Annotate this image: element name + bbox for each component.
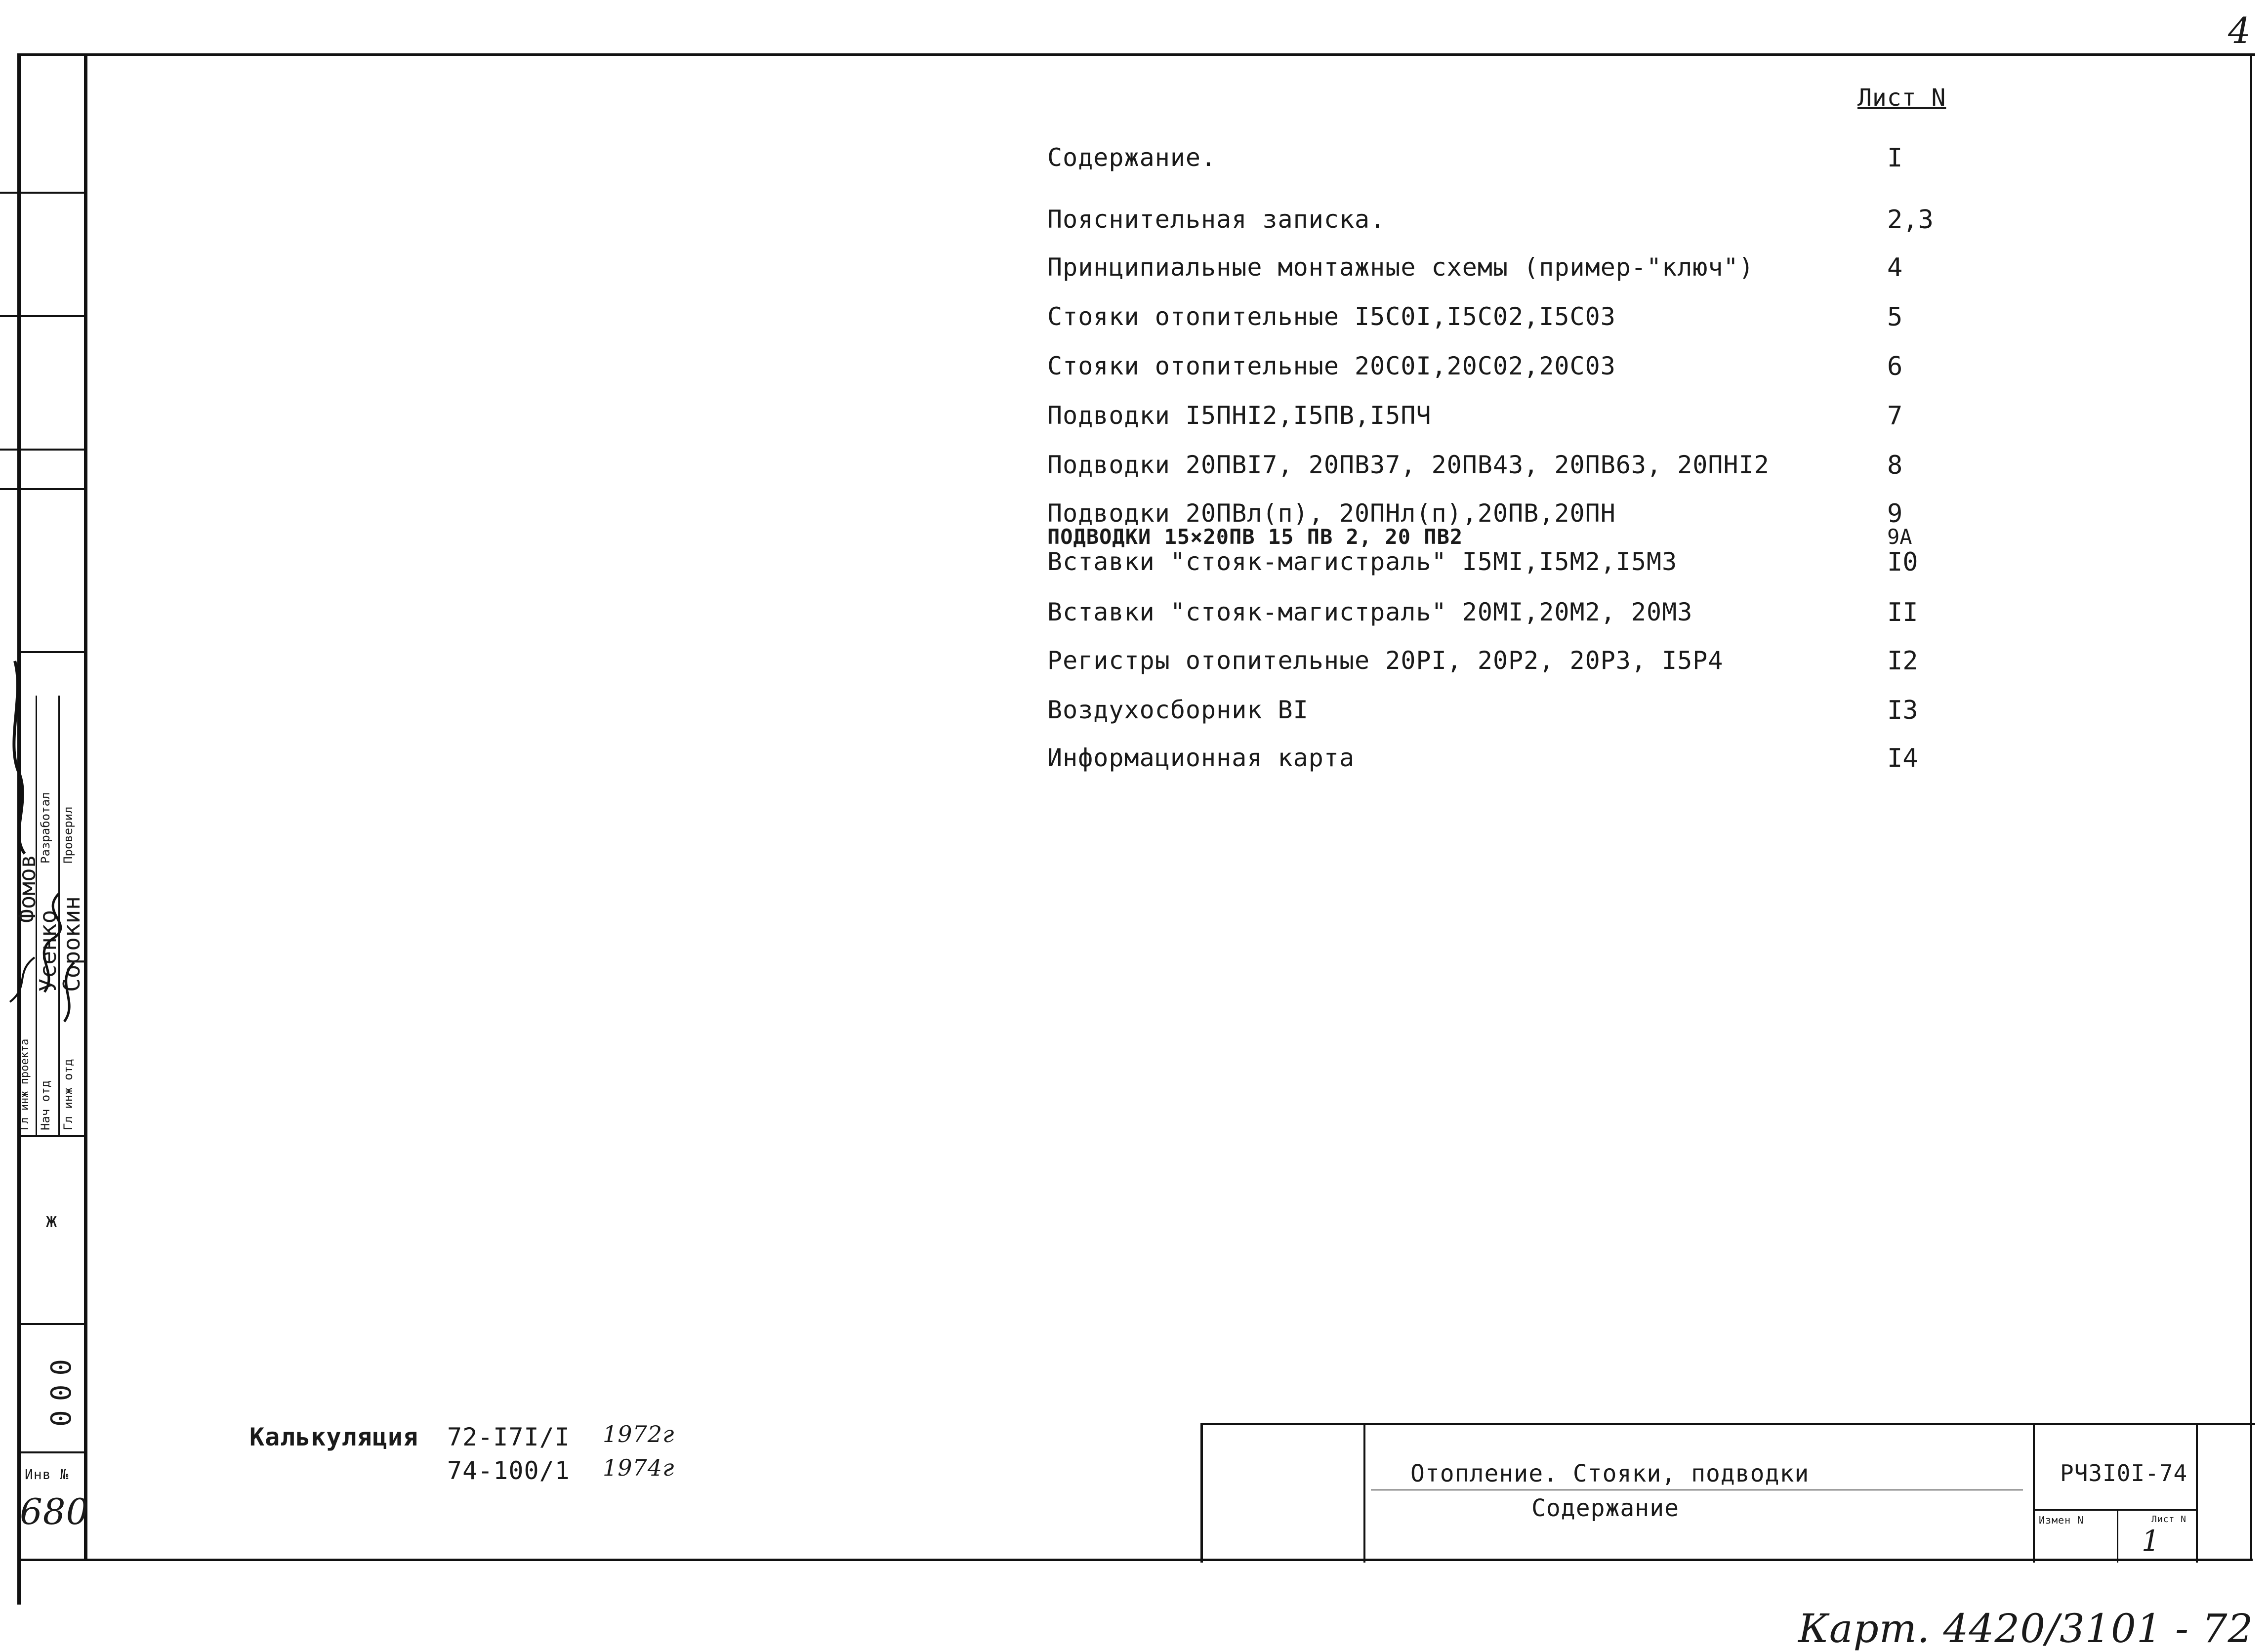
contents-item-title: Стояки отопительные 20C0I,20C02,20C03 xyxy=(1047,352,1616,380)
title-line-1: Отопление. Стояки, подводки xyxy=(1410,1460,1810,1487)
contents-item-sheet: I4 xyxy=(1887,743,1918,773)
stamp-role-dept-head: Нач отд xyxy=(39,1080,52,1130)
stamp-archive-number: 680 xyxy=(20,1491,89,1532)
contents-item-title: Воздухосборник ВI xyxy=(1047,696,1309,724)
stamp-name-sorokin: Сорокин xyxy=(58,896,85,992)
calculation-year: 1972г xyxy=(603,1421,675,1447)
title-block-divider xyxy=(2196,1425,2198,1563)
contents-item-title: ПОДВОДКИ 15×20ПВ 15 ПВ 2, 20 ПВ2 xyxy=(1047,525,1463,549)
title-block xyxy=(1200,1423,2255,1563)
contents-item-sheet: 6 xyxy=(1887,352,1903,381)
contents-item-title: Вставки "стояк-магистраль" I5МI,I5М2,I5М3 xyxy=(1047,547,1678,576)
stamp-mark: ж xyxy=(45,1209,58,1232)
contents-item-sheet: 7 xyxy=(1887,401,1903,431)
signature-marks xyxy=(0,597,86,1066)
contents-item-title: Информационная карта xyxy=(1047,743,1355,772)
document-code: РЧ3I0I-74 xyxy=(2060,1460,2188,1487)
stamp-archive-label: Инв № xyxy=(25,1466,69,1483)
contents-item-title: Пояснительная записка. xyxy=(1047,205,1386,234)
side-stamp-divider xyxy=(0,192,86,194)
stamp-role-developed: Разработал xyxy=(39,792,52,864)
side-stamp-divider xyxy=(17,1323,86,1325)
side-stamp-divider xyxy=(0,449,86,451)
contents-item-sheet: 9 xyxy=(1887,499,1903,529)
contents-item-title: Регистры отопительные 20PI, 20P2, 20P3, I5P4 xyxy=(1047,646,1724,675)
contents-item-sheet: I2 xyxy=(1887,646,1918,676)
frame-top xyxy=(17,53,2255,56)
contents-item-title: Подводки 20ПВI7, 20ПВ37, 20ПВ43, 20ПВ63, 20ПНI2 xyxy=(1047,451,1770,479)
contents-item-sheet: 2,3 xyxy=(1887,205,1934,235)
contents-item-title: Стояки отопительные I5C0I,I5C02,I5C03 xyxy=(1047,302,1616,331)
contents-item-sheet: 8 xyxy=(1887,451,1903,480)
title-rule xyxy=(1371,1489,2023,1490)
stamp-org-code: 000 xyxy=(45,1350,78,1427)
stamp-name-fomov: Фомов xyxy=(14,854,41,923)
contents-item-sheet: I0 xyxy=(1887,547,1918,577)
side-stamp-divider xyxy=(0,488,86,490)
contents-item-title: Подводки 20ПВл(п), 20ПНл(п),20ПВ,20ПН xyxy=(1047,499,1616,528)
contents-item-title: Принципиальные монтажные схемы (пример-"ключ") xyxy=(1047,253,1754,282)
contents-item-sheet: 4 xyxy=(1887,253,1903,283)
side-stamp-divider xyxy=(17,1135,86,1137)
stamp-role-project-chief-engineer: Гл инж проекта xyxy=(19,1038,31,1130)
stamp-role-dept-chief-engineer: Гл инж отд xyxy=(61,1059,75,1130)
stamp-name-usenko: Усенко xyxy=(35,909,61,992)
contents-item-sheet: II xyxy=(1887,598,1918,627)
frame-right xyxy=(2250,53,2252,1560)
title-line-2: Содержание xyxy=(1531,1494,1679,1522)
title-block-divider xyxy=(2033,1425,2035,1563)
contents-item-sheet: I xyxy=(1887,143,1903,173)
stamp-role-checked: Проверил xyxy=(61,806,75,864)
contents-item-title: Содержание. xyxy=(1047,143,1217,172)
title-block-divider xyxy=(2033,1509,2196,1511)
archive-note: Карт. 4420/3101 - 72 xyxy=(1798,1606,2254,1652)
title-block-divider xyxy=(1363,1425,1365,1563)
page-corner-number: 4 xyxy=(2228,10,2251,51)
calculation-year: 1974г xyxy=(603,1454,675,1481)
contents-item-sheet: 5 xyxy=(1887,302,1903,332)
side-stamp-divider xyxy=(17,1451,86,1453)
calculation-label: Калькуляция xyxy=(249,1423,419,1451)
sheet-label: Лист N xyxy=(2151,1514,2187,1525)
contents-item-title: Вставки "стояк-магистраль" 20МI,20М2, 20М3 xyxy=(1047,598,1693,626)
contents-sheet-header: Лист N xyxy=(1857,84,1946,112)
change-label: Измен N xyxy=(2039,1514,2084,1526)
calculation-number: 72-I7I/I xyxy=(447,1423,570,1451)
side-stamp-divider xyxy=(0,315,86,317)
contents-item-title: Подводки I5ПНI2,I5ПВ,I5ПЧ xyxy=(1047,401,1432,430)
contents-item-sheet: 9А xyxy=(1887,525,1912,549)
calculation-number: 74-100/1 xyxy=(447,1456,570,1485)
title-block-divider xyxy=(2117,1509,2118,1563)
sheet-number: 1 xyxy=(2142,1524,2160,1558)
side-stamp xyxy=(0,53,89,1560)
contents-item-sheet: I3 xyxy=(1887,696,1918,725)
